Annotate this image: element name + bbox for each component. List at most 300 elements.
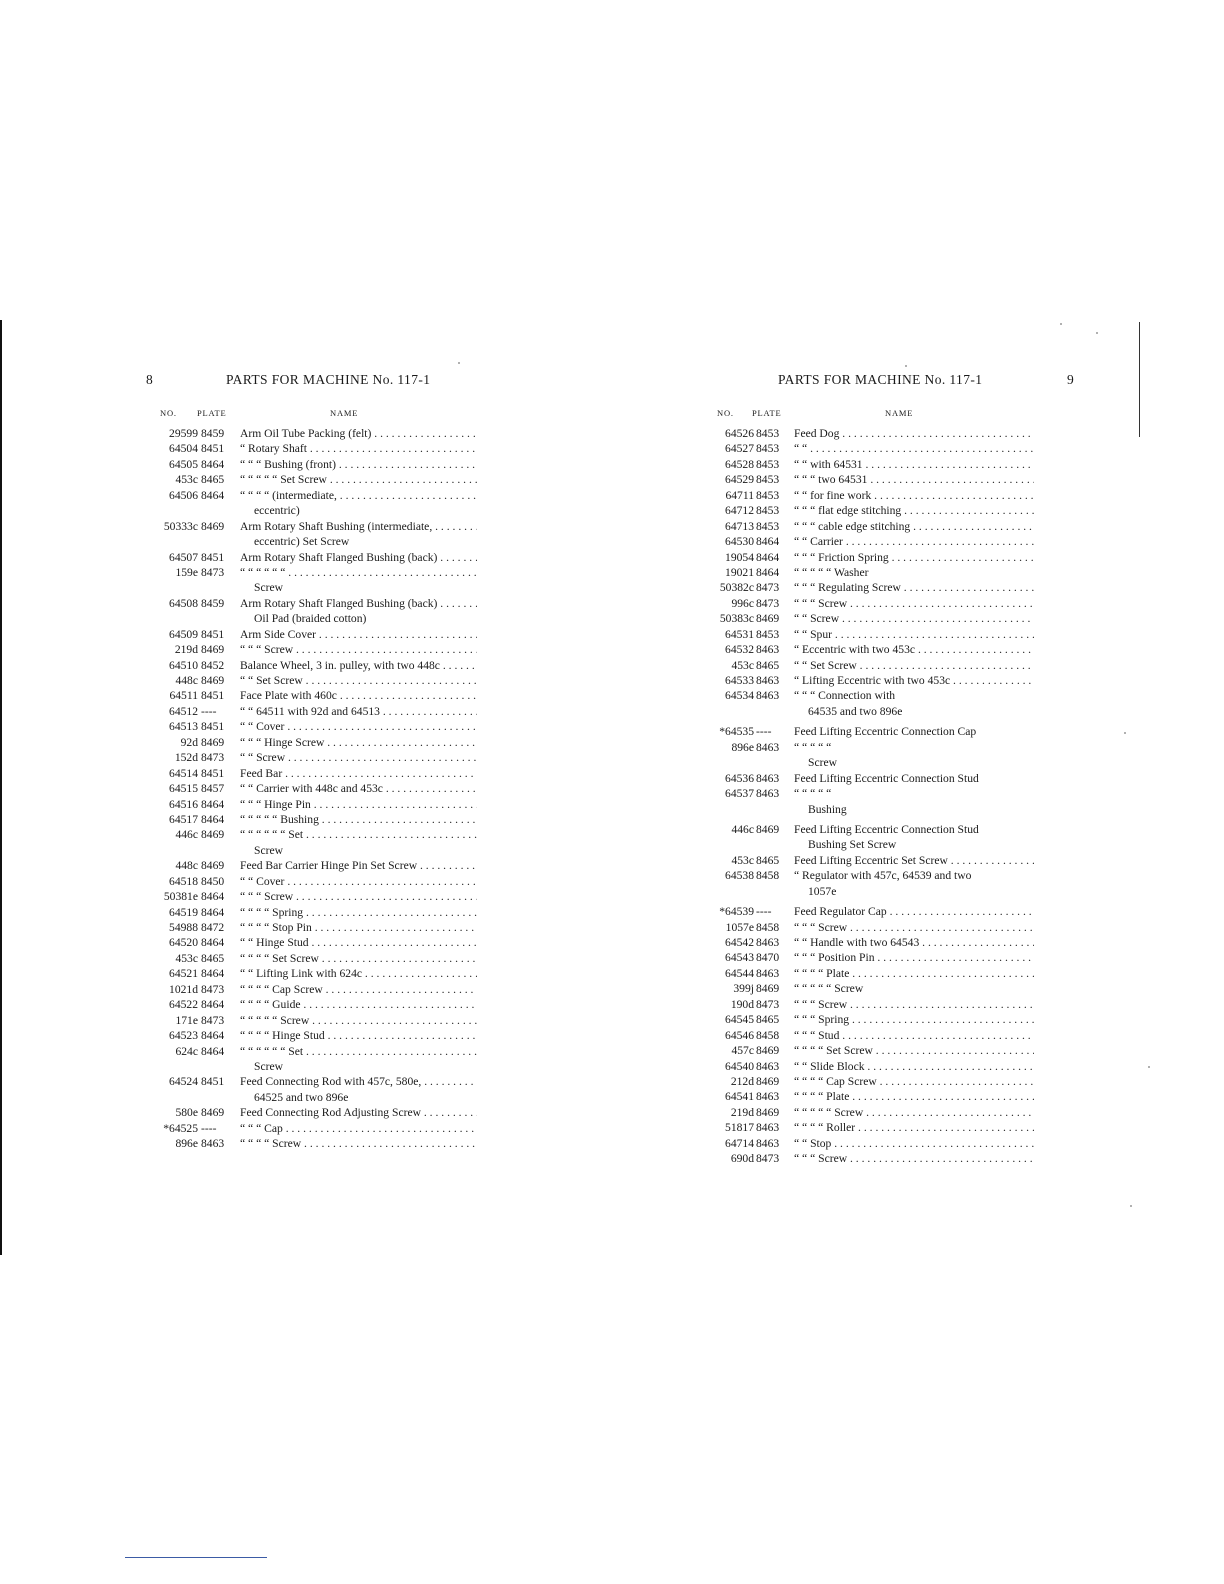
part-name: “ “ “ Screw . . . [794, 997, 1034, 1012]
part-number: 51817 [725, 1121, 754, 1135]
parts-row [700, 503, 1080, 518]
parts-row [700, 740, 1080, 755]
parts-row [140, 951, 485, 966]
part-name: “ “ “ “ “ “ Set . . . [240, 1044, 477, 1059]
plate-number: 8465 [201, 951, 225, 965]
parts-row [140, 719, 485, 734]
part-number: 64521 [169, 967, 198, 981]
parts-row [700, 472, 1080, 487]
plate-number: 8463 [201, 1137, 225, 1151]
part-name: “ “ Cover . . . [240, 874, 477, 889]
part-name: Feed Bar . . . [240, 766, 477, 781]
part-name: “ “ for fine work . . . [794, 488, 1034, 503]
plate-number: 8464 [201, 457, 225, 471]
parts-row [700, 441, 1080, 456]
plate-number: 8453 [756, 442, 780, 456]
part-number: 64507 [169, 550, 198, 564]
parts-list [140, 426, 485, 1152]
parts-row [700, 642, 1080, 657]
plate-number: 8463 [756, 674, 780, 687]
plate-number: 8473 [201, 1013, 225, 1027]
parts-row [700, 534, 1080, 549]
part-number: 64523 [169, 1029, 198, 1043]
part-name: “ “ “ flat edge stitching . . . [794, 503, 1034, 518]
part-number: 64544 [725, 966, 754, 980]
part-name: “ “ “ “ Set Screw . . . [794, 1043, 1034, 1058]
plate-number: 8464 [756, 565, 780, 579]
right-edge-rule [1139, 322, 1140, 437]
plate-number: 8463 [756, 689, 780, 703]
part-name: 1057e [808, 884, 837, 898]
part-number: 896e [175, 1137, 198, 1151]
parts-row [140, 766, 485, 781]
part-name: “ “ Slide Block . . . [794, 1059, 1034, 1074]
parts-row [700, 580, 1080, 595]
part-name: “ “ “ Position Pin . . . [794, 950, 1034, 965]
part-number: 690d [730, 1152, 754, 1166]
part-name: “ “ “ “ Spring . . . [240, 905, 477, 920]
plate-number: 8464 [201, 905, 225, 919]
part-name: “ “ Spur . . . [794, 627, 1034, 642]
part-number: 64713 [725, 519, 754, 533]
part-name: Arm Side Cover . . . [240, 627, 477, 642]
page-number: 8 [146, 372, 154, 387]
part-number: 448c [175, 859, 198, 873]
part-number: 64714 [725, 1136, 754, 1150]
part-name: 64535 and two 896e [808, 704, 903, 718]
parts-row [700, 1043, 1080, 1058]
scan-speck [1130, 1205, 1132, 1207]
part-number: 64543 [725, 951, 754, 965]
plate-number: 8451 [201, 1075, 225, 1089]
part-number: 453c [175, 951, 198, 965]
part-number: *64525 [163, 1121, 198, 1135]
parts-row [140, 735, 485, 750]
part-number: 399j [733, 982, 754, 996]
parts-row-continuation [140, 611, 485, 626]
part-number: 50381e [163, 890, 198, 904]
parts-row [700, 519, 1080, 534]
parts-row [700, 1028, 1080, 1043]
parts-row-continuation [140, 843, 485, 858]
part-number: 92d [180, 735, 198, 749]
plate-number: 8464 [201, 797, 225, 811]
part-name: “ “ “ Hinge Screw . . . [240, 735, 477, 750]
parts-row-continuation [140, 534, 485, 549]
part-number: 54988 [169, 921, 198, 934]
parts-row [140, 1074, 485, 1089]
parts-row [140, 1105, 485, 1120]
part-name: “ “ “ Bushing (front) . . . [240, 457, 477, 472]
part-number: 996c [731, 596, 754, 610]
part-name: “ “ Screw . . . [240, 750, 477, 765]
plate-number: 8452 [201, 658, 225, 672]
part-name: Screw [808, 756, 837, 770]
plate-number: 8458 [756, 920, 780, 934]
plate-number: 8463 [756, 787, 780, 801]
part-name: “ “ 64511 with 92d and 64513 . . . [240, 704, 477, 719]
part-number: 1021d [169, 982, 198, 996]
plate-number: 8469 [201, 1106, 225, 1120]
parts-row [700, 688, 1080, 703]
part-name: “ “ “ “ Plate . . . [794, 966, 1034, 981]
part-number: 64545 [725, 1013, 754, 1027]
part-name: “ “ “ Connection with [794, 689, 896, 703]
part-number: 446c [731, 822, 754, 836]
scan-speck [1060, 323, 1062, 325]
parts-row [700, 611, 1080, 626]
parts-row [700, 627, 1080, 642]
part-name: “ “ “ “ “ Screw . . . [794, 1105, 1034, 1120]
plate-number: 8469 [756, 822, 780, 836]
part-name: “ “ “ “ Screw . . . [240, 1136, 477, 1151]
part-name: “ “ “ “ Hinge Stud . . . [240, 1028, 477, 1043]
parts-row [700, 565, 1080, 580]
page-title: PARTS FOR MACHINE No. 117-1 [226, 372, 431, 387]
part-name: “ “ “ “ “ [794, 740, 832, 754]
part-name: “ “ “ “ “ [794, 787, 832, 801]
plate-number: 8465 [756, 1013, 780, 1027]
part-name: “ “ “ Screw . . . [240, 642, 477, 657]
plate-number: 8464 [756, 535, 780, 549]
parts-row [700, 904, 1080, 919]
parts-row [700, 822, 1080, 837]
col-name-header: NAME [885, 408, 914, 418]
plate-number: 8472 [201, 921, 225, 934]
parts-row [140, 874, 485, 889]
part-number: 64531 [725, 627, 754, 641]
parts-row [700, 658, 1080, 673]
parts-row [140, 596, 485, 611]
part-name: “ “ “ Screw . . . [240, 889, 477, 904]
part-name: Screw [254, 1059, 283, 1073]
left-page [140, 372, 485, 1152]
parts-row [700, 853, 1080, 868]
parts-row-continuation [700, 802, 1080, 817]
part-number: 64528 [725, 457, 754, 471]
part-number: 64520 [169, 936, 198, 950]
part-number: 171e [175, 1013, 198, 1027]
plate-number: 8458 [756, 869, 780, 883]
plate-number: 8473 [201, 565, 225, 579]
right-page [700, 372, 1080, 1167]
plate-number: 8464 [201, 1029, 225, 1043]
plate-number: 8473 [201, 751, 225, 765]
plate-number: 8453 [756, 504, 780, 518]
part-number: 29599 [169, 427, 198, 440]
plate-number: 8473 [756, 596, 780, 610]
parts-row [700, 673, 1080, 688]
plate-number: 8464 [201, 936, 225, 950]
plate-number: 8463 [756, 1059, 780, 1073]
part-name: Feed Bar Carrier Hinge Pin Set Screw . . . [240, 858, 477, 873]
part-name: Oil Pad (braided cotton) [254, 612, 367, 626]
plate-number: 8451 [201, 550, 225, 564]
part-name: “ “ with 64531 . . . [794, 457, 1034, 472]
parts-row [140, 658, 485, 673]
parts-row [140, 673, 485, 688]
part-name: Feed Regulator Cap . . . [794, 904, 1034, 919]
parts-list [700, 426, 1080, 1167]
parts-row-continuation [140, 1090, 485, 1105]
plate-number: 8470 [756, 951, 780, 965]
parts-row [700, 1136, 1080, 1151]
part-number: 896e [731, 740, 754, 754]
col-no-header: NO. [160, 408, 177, 418]
plate-number: 8464 [201, 967, 225, 981]
part-number: 64546 [725, 1028, 754, 1042]
part-number: 64504 [169, 442, 198, 456]
part-name: “ “ “ “ Set Screw . . . [240, 951, 477, 966]
part-name: Screw [254, 581, 283, 595]
parts-row [140, 457, 485, 472]
part-name: “ “ “ “ Guide . . . [240, 997, 477, 1012]
part-name: “ “ “ “ Roller . . . [794, 1120, 1034, 1135]
part-name: “ “ “ “ (intermediate, . . . [240, 488, 477, 503]
plate-number: 8473 [756, 1152, 780, 1166]
parts-row [140, 472, 485, 487]
part-number: *64539 [719, 905, 754, 919]
parts-row-continuation [700, 884, 1080, 899]
part-name: Bushing Set Screw [808, 838, 897, 852]
col-plate-header: PLATE [752, 408, 782, 418]
parts-row [140, 827, 485, 842]
part-number: 219d [730, 1105, 754, 1119]
part-number: 64712 [725, 504, 754, 518]
plate-number: 8453 [756, 627, 780, 641]
parts-row [140, 935, 485, 950]
part-number: 50383c [719, 612, 754, 626]
parts-row [140, 1136, 485, 1151]
parts-row-continuation [700, 755, 1080, 770]
parts-row-continuation [700, 704, 1080, 719]
parts-row [700, 724, 1080, 739]
parts-row [700, 1012, 1080, 1027]
parts-row [700, 488, 1080, 503]
part-name: 64525 and two 896e [254, 1090, 349, 1104]
plate-number: 8473 [201, 982, 225, 996]
plate-number: ---- [201, 704, 217, 718]
part-name: “ “ Hinge Stud . . . [240, 935, 477, 950]
parts-row [140, 642, 485, 657]
part-number: *64535 [719, 725, 754, 739]
part-name: Arm Oil Tube Packing (felt) . . . [240, 426, 477, 441]
parts-row [140, 1013, 485, 1028]
part-name: “ “ “ two 64531 . . . [794, 472, 1034, 487]
plate-number: 8453 [756, 457, 780, 471]
parts-row [700, 1074, 1080, 1089]
parts-row [700, 786, 1080, 801]
part-number: 19021 [725, 565, 754, 579]
part-number: 64506 [169, 488, 198, 502]
part-number: 50333c [163, 519, 198, 533]
part-number: 453c [175, 473, 198, 487]
part-number: 64542 [725, 936, 754, 949]
plate-number: 8469 [756, 612, 780, 626]
part-number: 64526 [725, 427, 754, 440]
scan-speck [1124, 732, 1126, 734]
part-number: 64518 [169, 874, 198, 888]
part-name: “ “ “ cable edge stitching . . . [794, 519, 1034, 534]
parts-row [700, 1105, 1080, 1120]
parts-row [140, 488, 485, 503]
plate-number: 8458 [756, 1028, 780, 1042]
plate-number: 8469 [756, 1105, 780, 1119]
parts-row [700, 935, 1080, 950]
parts-row [700, 596, 1080, 611]
plate-number: 8451 [201, 627, 225, 641]
part-name: “ “ “ “ Cap Screw . . . [240, 982, 477, 997]
plate-number: 8465 [201, 473, 225, 487]
parts-row [140, 426, 485, 441]
part-name: Feed Lifting Eccentric Connection Stud [794, 771, 979, 785]
parts-row [700, 1089, 1080, 1104]
part-number: 64524 [169, 1075, 198, 1089]
part-name: “ “ “ Screw . . . [794, 1151, 1034, 1166]
parts-row [140, 565, 485, 580]
part-name: Feed Dog . . . [794, 426, 1034, 441]
plate-number: ---- [756, 905, 772, 919]
part-name: “ “ “ Screw . . . [794, 920, 1034, 935]
part-number: 64534 [725, 689, 754, 703]
plate-number: 8451 [201, 766, 225, 780]
plate-number: 8464 [201, 812, 225, 826]
part-name: “ “ “ “ “ Screw [794, 982, 864, 996]
part-number: 453c [731, 853, 754, 867]
column-headers [140, 406, 485, 426]
plate-number: 8469 [201, 735, 225, 749]
parts-row-continuation [140, 580, 485, 595]
part-number: 64511 [169, 689, 198, 703]
part-name: Bushing [808, 802, 847, 816]
part-name: “ “ “ Regulating Screw . . . [794, 580, 1034, 595]
part-number: 446c [175, 828, 198, 842]
parts-row [140, 966, 485, 981]
part-number: 64519 [169, 905, 198, 919]
part-number: 64512 [169, 704, 198, 718]
part-number: 64508 [169, 596, 198, 610]
parts-row-continuation [140, 503, 485, 518]
part-name: eccentric) [254, 504, 300, 518]
parts-row [140, 797, 485, 812]
plate-number: 8453 [756, 519, 780, 533]
part-number: 64541 [725, 1090, 754, 1104]
part-name: “ “ Cover . . . [240, 719, 477, 734]
plate-number: 8463 [756, 1121, 780, 1135]
plate-number: ---- [201, 1121, 217, 1135]
part-name: “ “ “ “ Stop Pin . . . [240, 920, 477, 935]
plate-number: 8464 [201, 1044, 225, 1058]
parts-row [140, 627, 485, 642]
part-name: “ Lifting Eccentric with two 453c . . . [794, 673, 1034, 688]
part-number: 457c [731, 1044, 754, 1058]
plate-number: 8465 [756, 658, 780, 672]
part-name: “ “ “ Cap . . . [240, 1121, 477, 1136]
plate-number: 8469 [756, 982, 780, 996]
part-name: “ “ “ “ “ “ . . . [240, 565, 477, 580]
col-no-header: NO. [717, 408, 734, 418]
plate-number: 8453 [756, 473, 780, 487]
plate-number: 8450 [201, 874, 225, 888]
parts-row [140, 1028, 485, 1043]
part-number: 453c [731, 658, 754, 672]
plate-number: 8459 [201, 596, 225, 610]
parts-row [140, 1044, 485, 1059]
part-number: 64522 [169, 998, 198, 1012]
plate-number: 8457 [201, 782, 225, 796]
parts-row [140, 905, 485, 920]
part-name: “ “ Set Screw . . . [794, 658, 1034, 673]
part-number: 159e [175, 565, 198, 579]
part-number: 64536 [725, 771, 754, 785]
plate-number: 8463 [756, 771, 780, 785]
part-name: “ “ “ Spring . . . [794, 1012, 1034, 1027]
part-number: 64510 [169, 658, 198, 672]
part-name: “ “ “ Stud . . . [794, 1028, 1034, 1043]
part-name: “ “ Set Screw . . . [240, 673, 477, 688]
parts-row [700, 997, 1080, 1012]
plate-number: 8469 [756, 1044, 780, 1058]
plate-number: 8453 [756, 427, 780, 440]
column-headers [700, 406, 1080, 426]
part-number: 212d [730, 1074, 754, 1088]
plate-number: 8473 [756, 581, 780, 595]
part-name: Feed Connecting Rod with 457c, 580e, . . . [240, 1074, 477, 1089]
part-name: “ “ Handle with two 64543 . . . [794, 935, 1034, 950]
parts-row [140, 688, 485, 703]
part-name: Feed Lifting Eccentric Set Screw . . . [794, 853, 1034, 868]
plate-number: 8469 [756, 1074, 780, 1088]
plate-number: 8464 [201, 890, 225, 904]
parts-row [140, 550, 485, 565]
part-number: 64537 [725, 787, 754, 801]
part-name: “ Rotary Shaft . . . [240, 441, 477, 456]
plate-number: 8469 [201, 643, 225, 657]
parts-row [700, 1059, 1080, 1074]
parts-row [140, 982, 485, 997]
parts-row [140, 997, 485, 1012]
part-number: 64517 [169, 812, 198, 826]
scan-speck [905, 365, 907, 367]
part-number: 64513 [169, 720, 198, 734]
plate-number: 8464 [201, 998, 225, 1012]
part-name: “ “ “ “ “ Bushing . . . [240, 812, 477, 827]
part-name: “ “ Stop . . . [794, 1136, 1034, 1151]
parts-row [700, 950, 1080, 965]
part-number: 64530 [725, 535, 754, 549]
plate-number: 8453 [756, 488, 780, 502]
scan-speck [1148, 1066, 1150, 1068]
parts-row [140, 441, 485, 456]
part-name: Balance Wheel, 3 in. pulley, with two 448c . . . [240, 658, 477, 673]
plate-number: 8473 [756, 997, 780, 1011]
part-number: 64515 [169, 782, 198, 796]
part-number: 50382c [719, 581, 754, 595]
part-name: “ “ “ “ Plate . . . [794, 1089, 1034, 1104]
plate-number: 8463 [756, 740, 780, 754]
plate-number: 8464 [756, 550, 780, 564]
parts-row [140, 519, 485, 534]
parts-row [700, 771, 1080, 786]
part-number: 219d [174, 643, 198, 657]
scan-speck [458, 362, 460, 364]
parts-row [700, 920, 1080, 935]
part-name: “ “ “ Friction Spring . . . [794, 550, 1034, 565]
part-number: 1057e [725, 920, 754, 934]
left-edge-rule [0, 320, 2, 1255]
parts-row [700, 550, 1080, 565]
plate-number: 8464 [201, 488, 225, 502]
